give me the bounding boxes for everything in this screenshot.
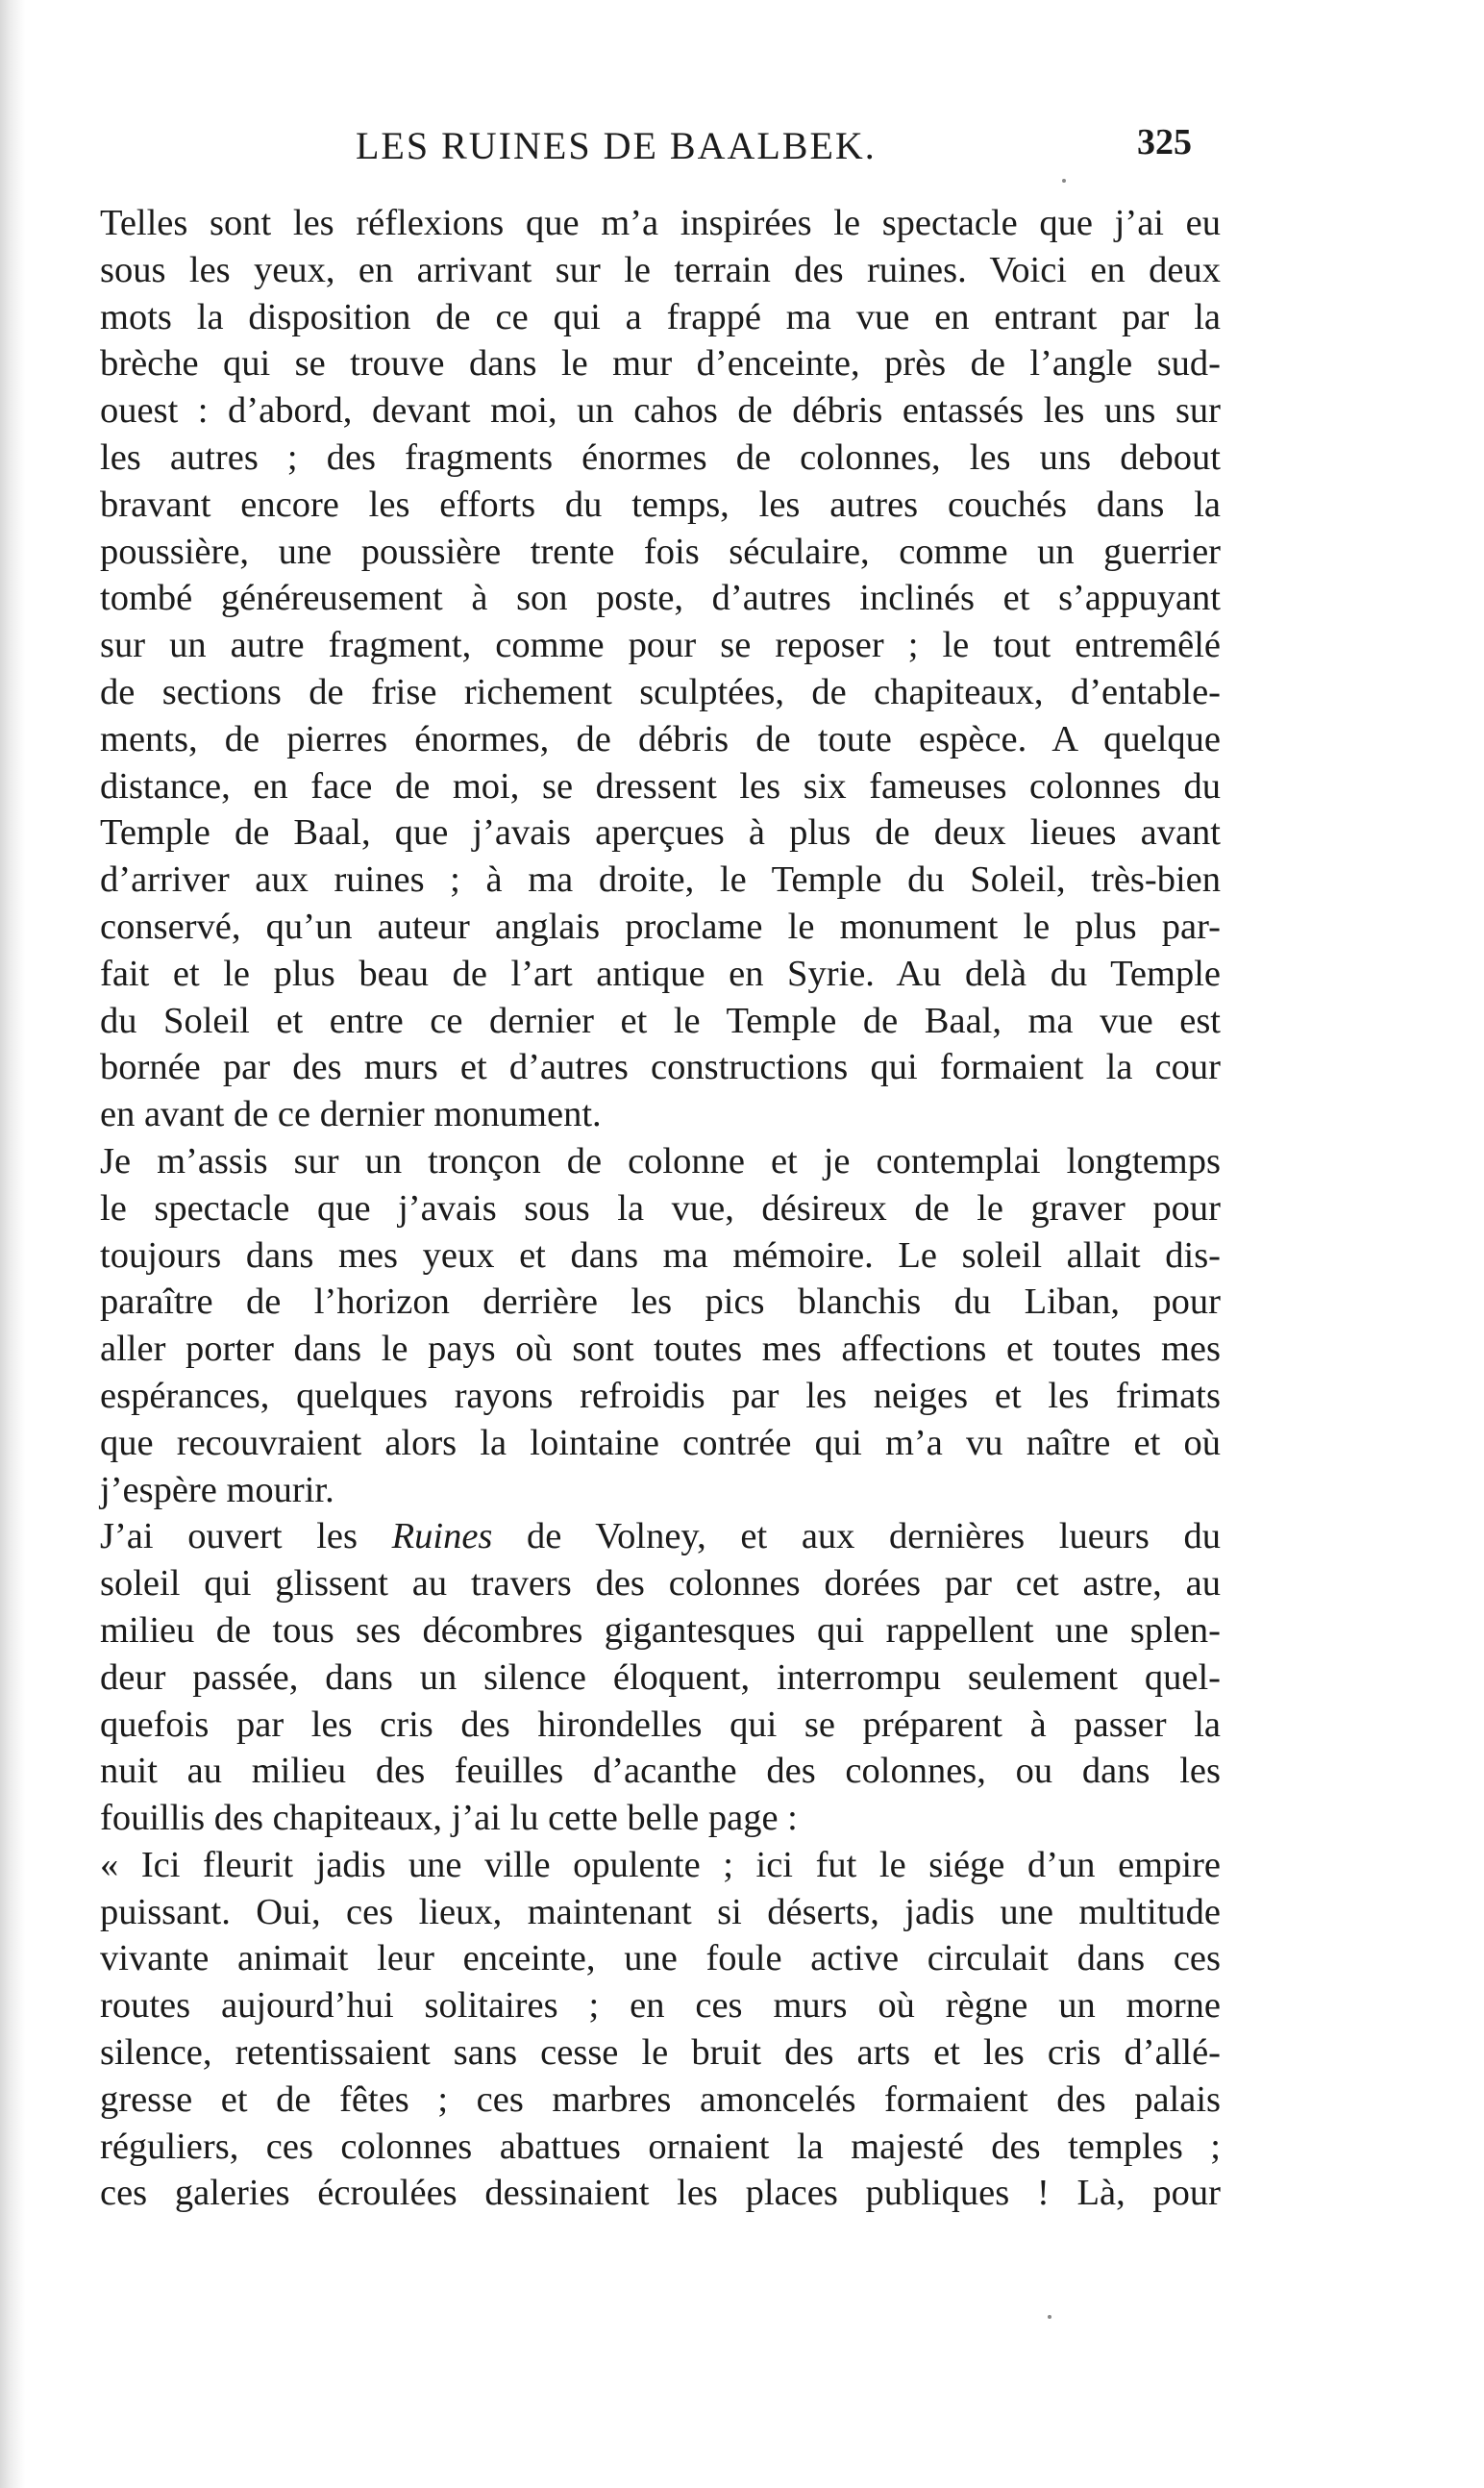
text-line: du Soleil et entre ce dernier et le Temple de Baal, ma vue est — [100, 1000, 1221, 1041]
paragraph-3 — [81, 1513, 1221, 1842]
text-line: Temple de Baal, que j’avais aperçues à plus de deux lieues avant — [100, 812, 1221, 854]
text-line: tombé généreusement à son poste, d’autres inclinés et s’appuyant — [100, 578, 1221, 619]
text-line: le spectacle que j’avais sous la vue, désireux de le graver pour — [100, 1187, 1221, 1229]
text-line: bravant encore les efforts du temps, les autres couchés dans la — [100, 484, 1221, 525]
print-speck — [1048, 2315, 1051, 2319]
text-line: sur un autre fragment, comme pour se reposer ; le tout entremêlé — [100, 625, 1221, 666]
text-line: que recouvraient alors la lointaine contrée qui m’a vu naître et où — [100, 1422, 1221, 1463]
text-line: ments, de pierres énormes, de débris de toute espèce. A quelque — [100, 718, 1221, 759]
text-line: paraître de l’horizon derrière les pics blanchis du Liban, pour — [100, 1281, 1221, 1323]
text-line: silence, retentissaient sans cesse le bruit des arts et les cris d’allé- — [100, 2032, 1221, 2074]
text-line: les autres ; des fragments énormes de colonnes, les uns debout — [100, 436, 1221, 478]
text-line: ces galeries écroulées dessinaient les places publiques ! Là, pour — [100, 2173, 1221, 2214]
text-line: poussière, une poussière trente fois séculaire, comme un guerrier — [100, 531, 1221, 572]
text-line: toujours dans mes yeux et dans ma mémoire. Le soleil allait dis- — [100, 1234, 1221, 1276]
paragraph-1 — [81, 200, 1221, 1138]
text-line: « Ici fleurit jadis une ville opulente ; ici fut le siége d’un empire — [100, 1844, 1221, 1885]
text-line: deur passée, dans un silence éloquent, interrompu seulement quel- — [100, 1656, 1221, 1698]
print-speck — [1062, 179, 1066, 183]
text-line: j’espère mourir. — [100, 1469, 334, 1510]
text-line: en avant de ce dernier monument. — [100, 1094, 602, 1135]
running-title: LES RUINES DE BAALBEK. — [356, 124, 877, 167]
text-line: routes aujourd’hui solitaires ; en ces murs où règne un morne — [100, 1985, 1221, 2027]
text-line: soleil qui glissent au travers des colonnes dorées par cet astre, au — [100, 1563, 1221, 1605]
text-line: quefois par les cris des hirondelles qui se préparent à passer la — [100, 1704, 1221, 1745]
text-line: ouest : d’abord, devant moi, un cahos de débris entassés les uns sur — [100, 390, 1221, 432]
text-line: mots la disposition de ce qui a frappé ma vue en entrant par la — [100, 296, 1221, 337]
text-line: brèche qui se trouve dans le mur d’enceinte, près de l’angle sud- — [100, 343, 1221, 385]
text-line: Telles sont les réflexions que m’a inspirées le spectacle que j’ai eu — [100, 203, 1221, 243]
italic-book-title: Ruines — [391, 1516, 493, 1557]
text-line: J’ai ouvert les Ruines de Volney, et aux dernières lueurs du — [100, 1516, 1221, 1557]
page-number: 325 — [1137, 122, 1192, 162]
text-line: fait et le plus beau de l’art antique en Syrie. Au delà du Temple — [100, 953, 1221, 994]
page-edge-shadow — [0, 0, 25, 2488]
paragraph-4-quotation — [81, 1842, 1221, 2217]
text-line: fouillis des chapiteaux, j’ai lu cette belle page : — [100, 1798, 798, 1839]
text-line: milieu de tous ses décombres gigantesques qui rappellent une splen- — [100, 1609, 1221, 1651]
text-line: Je m’assis sur un tronçon de colonne et je contemplai longtemps — [100, 1140, 1221, 1182]
page-header — [346, 123, 1211, 181]
text-line: nuit au milieu des feuilles d’acanthe des colonnes, ou dans les — [100, 1751, 1221, 1792]
text-line: d’arriver aux ruines ; à ma droite, le Temple du Soleil, très-bien — [100, 859, 1221, 901]
body-text — [81, 200, 1221, 2217]
text-line: espérances, quelques rayons refroidis par les neiges et les frimats — [100, 1375, 1221, 1416]
text-line: bornée par des murs et d’autres constructions qui formaient la cour — [100, 1047, 1221, 1088]
text-line: distance, en face de moi, se dressent les six fameuses colonnes du — [100, 765, 1221, 807]
text-line: conservé, qu’un auteur anglais proclame le monument le plus par- — [100, 906, 1221, 947]
text-line: de sections de frise richement sculptées, de chapiteaux, d’entable- — [100, 671, 1221, 712]
paragraph-2 — [81, 1138, 1221, 1513]
text-line: gresse et de fêtes ; ces marbres amoncelés formaient des palais — [100, 2078, 1221, 2120]
text-line: sous les yeux, en arrivant sur le terrain des ruines. Voici en deux — [100, 249, 1221, 290]
text-line: réguliers, ces colonnes abattues ornaient la majesté des temples ; — [100, 2126, 1221, 2167]
text-line: aller porter dans le pays où sont toutes mes affections et toutes mes — [100, 1329, 1221, 1370]
text-line: puissant. Oui, ces lieux, maintenant si déserts, jadis une multitude — [100, 1891, 1221, 1932]
text-line: vivante animait leur enceinte, une foule active circulait dans ces — [100, 1938, 1221, 1979]
